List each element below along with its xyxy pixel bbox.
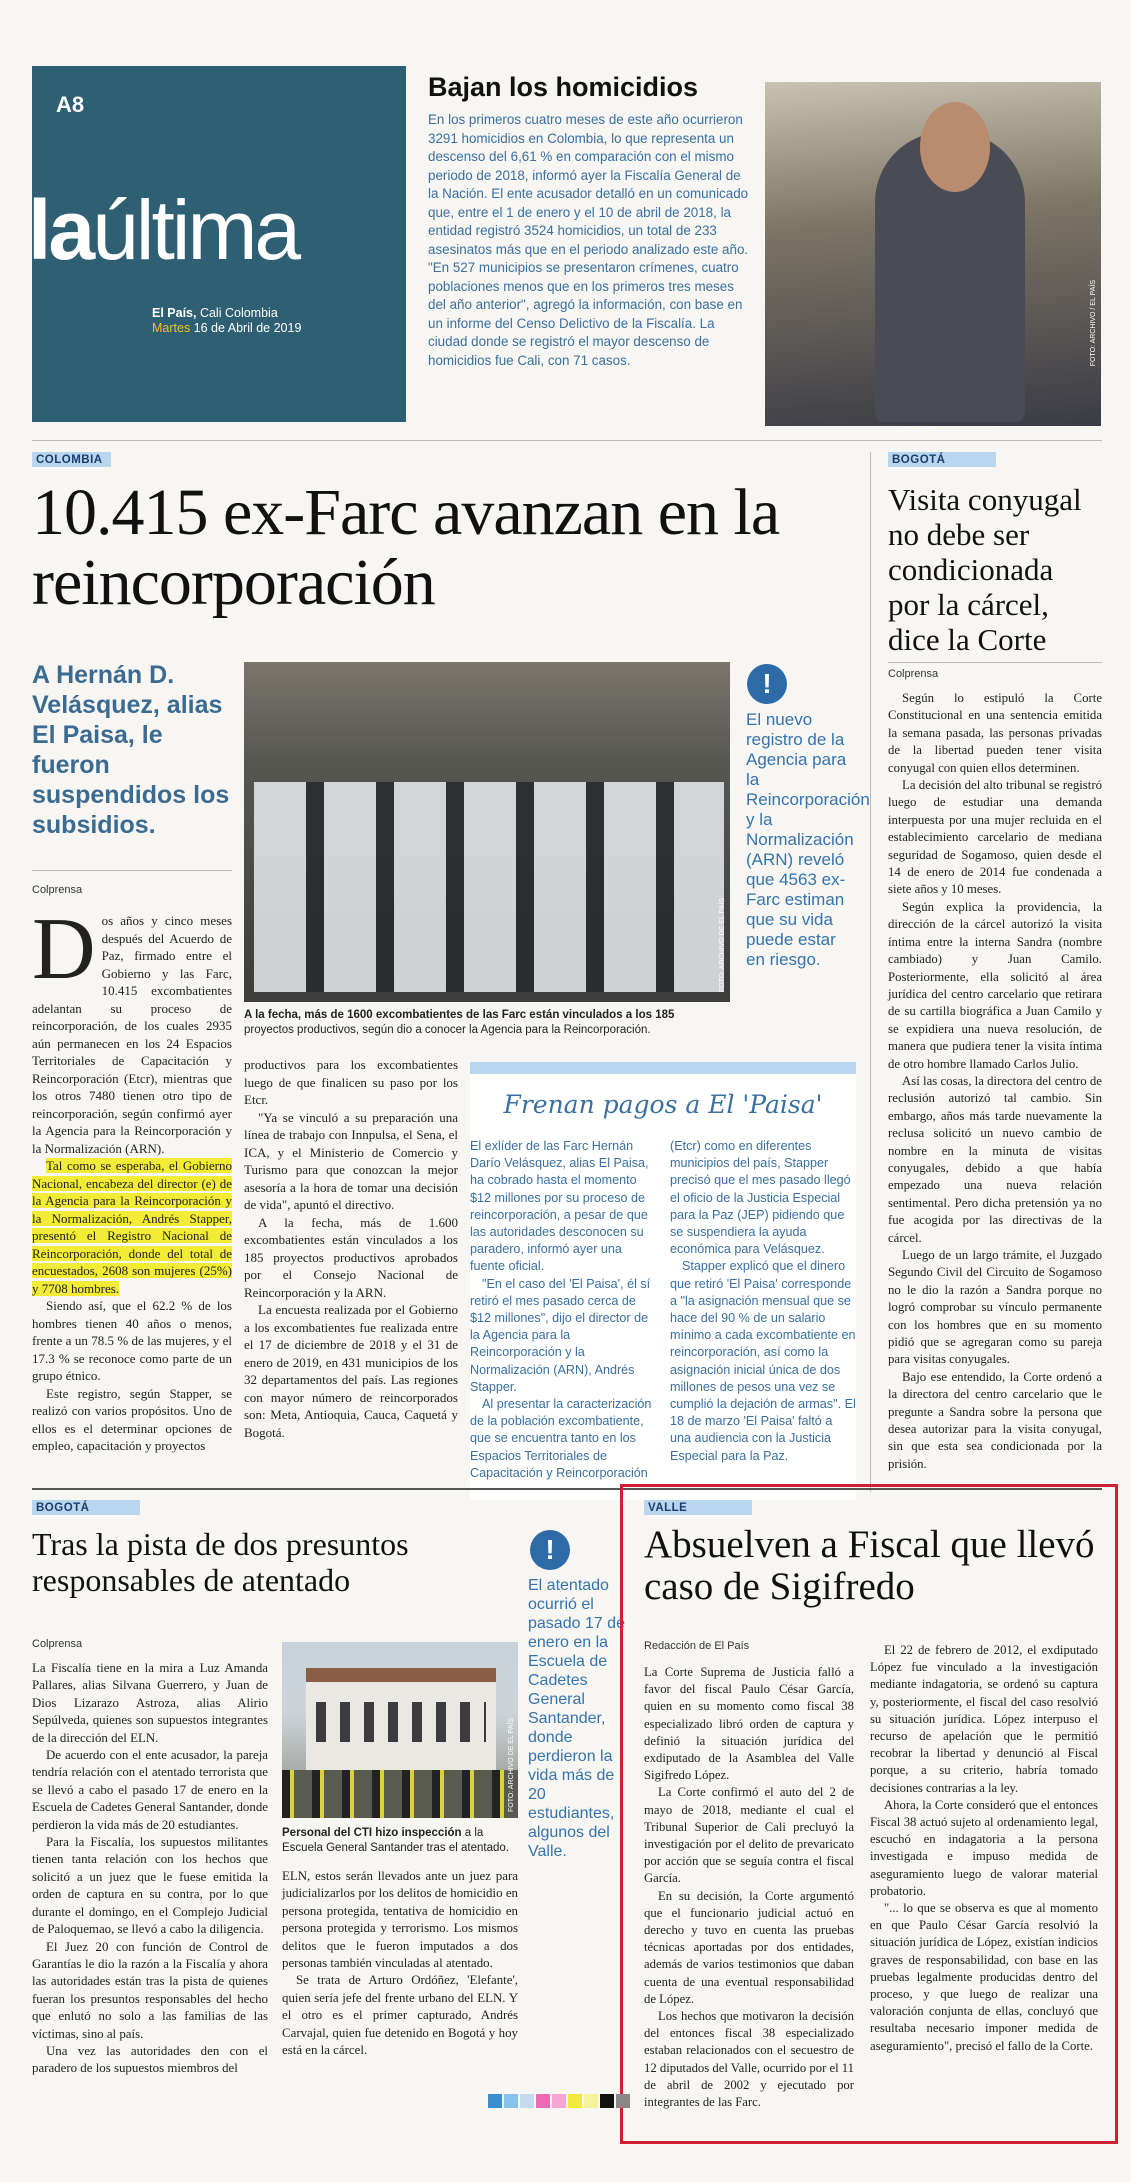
info-icon: !: [530, 1530, 570, 1570]
right-p1: Según lo estipuló la Corte Constitucional en una sentencia emitida la semana pasada, las personas privadas de la libertad pueden tener visita conyugal con quien ellos determinen.: [888, 691, 1102, 775]
sidebar-col2: [670, 1138, 856, 1465]
col2-p1: productivos para los excombatientes luego de que finalicen su paso por los Etcr.: [244, 1057, 458, 1107]
caption-rest: a la Escuela General Santander tras el atentado.: [282, 1827, 509, 1854]
sidebar-col1-p3: Al presentar la caracterización de la población excombatiente, que se encuentra tanto en los Espacios Territoriales de Capacitación y Reincorporación: [470, 1397, 652, 1480]
building-windows: [316, 1702, 486, 1742]
br-col2-p1: El 22 de febrero de 2012, el exdiputado López fue vinculado a la investigación mediante indagatoria, se ordenó su captura y, posteriormente, el fiscal del caso resolvió su situación jurídica. López interpuso el recurso de apelación que le permitió recobrar la libertad y denunció al Fiscal porque, a su criterio, habría tomado decisiones contrarias a la ley.: [870, 1643, 1098, 1795]
br-source: Redacción de El País: [644, 1640, 750, 1652]
bl-col1-p2: De acuerdo con el ente acusador, la pareja tendría relación con el atentado terrorista que se llevó a cabo el pasado 17 de enero en la Escuela de Cadetes General Santander, donde perdieron la vida más de 20 estudiantes.: [32, 1748, 268, 1832]
speaker-head: [920, 102, 990, 192]
col2-p2: "Ya se vinculó a su preparación una línea de trabajo con Innpulsa, el Sena, el ICA, y el Ministerio de Comercio y Turismo para que conozcan la mejor asesoría a la hora de tomar una decisión de vida", apuntó el directivo.: [244, 1109, 458, 1212]
sidebar-box: [470, 1062, 856, 1500]
main-col2: [244, 1056, 458, 1441]
bl-aside: El atentado ocurrió el pasado 17 de enero en la Escuela de Cadetes General Santander, donde perdieron la vida más de 20 estudiantes, algunos del Valle.: [528, 1577, 625, 1860]
bl-source: Colprensa: [32, 1638, 83, 1650]
br-section-tag: VALLE: [644, 1500, 752, 1515]
right-p5: Luego de un largo trámite, el Juzgado Segundo Civil del Circuito de Sogamoso no le dio la razón a Sandra porque no logró comprobar su vínculo permanente con los hombres que en su momento pidió que se agregaran como su pareja para visitas conyugales.: [888, 1248, 1102, 1367]
section-logo: [28, 183, 299, 277]
bl-headline: Tras la pista de dos presuntos responsables de atentado: [32, 1526, 409, 1598]
col1-intro: os años y cinco meses después del Acuerdo de Paz, firmado entre el Gobierno y las Farc, 10.415 excombatientes adelantan su proceso de reincorporación, de los cuales 2935 aún permanecen en los 24 Espacios Territoriales de Capacitación y Reincorporación (Etcr), mientras que los otros 7480 tienen otro tipo de reincorporación, según confirmó ayer la Agencia para la Reincorporación y la Normalización (ARN).: [32, 913, 232, 1156]
photo-credit: FOTO: ARCHIVO DE EL PAÍS: [508, 1717, 515, 1812]
right-source: Colprensa: [888, 668, 939, 680]
col2-p3: A la fecha, más de 1.600 excombatientes están vinculados a los 185 proyectos productivos aprobados por el Consejo Nacional de Reincorporación y la ARN.: [244, 1214, 458, 1300]
photo-credit: FOTO: ARCHIVO DE EL PAÍS: [719, 897, 726, 992]
section-logo-la: la: [28, 183, 93, 277]
top-story: [428, 72, 750, 370]
bl-col1: [32, 1660, 268, 2078]
right-p4: Así las cosas, la directora del centro de reclusión autorizó tal cambio. Sin embargo, años más tarde nuevamente la reclusa solicitó un nuevo cambio de nombre en la minuta de visitas conyugales, debido a que había empezado una nueva relación sentimental. Pero dicha pretensión ya no fue acogida por las directivas de la cárcel.: [888, 1073, 1102, 1245]
br-col1-p2: La Corte confirmó el auto del 2 de mayo de 2018, mediante el cual el Tribunal Superior de Cali precluyó la investigación por el delito de prevaricato por acción que se seguía contra el fiscal García.: [644, 1785, 854, 1886]
col1-p4: Este registro, según Stapper, se realizó con varios propósitos. Uno de ellos es el determinar opciones de empleo, capacitación y proyectos: [32, 1385, 232, 1453]
bl-caption: [282, 1826, 518, 1856]
br-headline: Absuelven a Fiscal que llevó caso de Sigifredo: [644, 1523, 1095, 1608]
br-col2: [870, 1642, 1098, 2055]
main-photo: [244, 662, 730, 1002]
bl-col2-p1: ELN, estos serán llevados ante un juez para judicializarlos por los delitos de homicidio en persona protegida, tentativa de homicidio en persona protegida y terrorismo. Los mismos delitos que le fueron imputados a dos personas también vinculadas al atentado.: [282, 1869, 518, 1971]
caption-bold: Personal del CTI hizo inspección: [282, 1827, 462, 1839]
bl-col1-p3: Para la Fiscalía, los supuestos militantes tienen tanta relación con los hechos que solicitó a un juez que le fuese emitida la orden de captura en su contra, por lo que durante el domingo, en el Complejo Judicial de Paloquemao, se llevó a cabo la diligencia.: [32, 1835, 268, 1937]
paper-name: El País,: [152, 306, 197, 320]
top-story-title: Bajan los homicidios: [428, 72, 699, 102]
top-story-text: En los primeros cuatro meses de este año ocurrieron 3291 homicidios en Colombia, lo que representa un descenso del 6,61 % en comparación con el mismo periodo de 2018, informó ayer la Fiscalía General de la Nación. El ente acusador detalló en un comunicado que, entre el 1 de enero y el 10 de abril de 2018, la entidad registró 3524 homicidios, un total de 233 asesinatos más que en el periodo analizado este año. "En 527 municipios se presentaron crímenes, cuatro poblaciones menos que en los primeros tres meses del año anterior", agregó la información, con base en un informe del Censo Delictivo de la Fiscalía. La ciudad donde se registró el mayor descenso de homicidios fue Cali, con 71 casos.: [428, 112, 749, 368]
crowd-row: [254, 782, 724, 992]
right-p2: La decisión del alto tribunal se registró luego de estudiar una demanda interpuesta por una mujer recluida en el establecimiento carcelario de mediana seguridad de Sogamoso, quien desde el 14 de enero de 2014 fue condenada a siete años y 10 meses.: [888, 778, 1102, 897]
bl-col2: [282, 1868, 518, 2059]
divider: [870, 452, 871, 1492]
bl-col1-p1: La Fiscalía tiene en la mira a Luz Amanda Pallares, alias Silvana Guerrero, y Juan de Dios Lizarazo Astroza, alias Alirio Sepúlveda, quienes son supuestos integrantes de la dirección del ELN.: [32, 1661, 268, 1745]
bl-col1-p4: El Juez 20 con función de Control de Garantías le dio la razón a la Fiscalía y ahora las autoridades están tras la pista de quienes fueran los presuntos responsables del hecho que enlutó no solo a las familias de las víctimas, sino al país.: [32, 1939, 268, 2041]
col2-p4: La encuesta realizada por el Gobierno a los excombatientes fue realizada entre el 17 de diciembre de 2018 y el 31 de enero de 2019, en 431 municipios de los 32 departamentos del país. Las regiones con mayor número de reincorporados son: Meta, Antioquia, Cauca, Caquetá y Bogotá.: [244, 1302, 458, 1440]
drop-cap: D: [32, 901, 96, 998]
divider: [32, 870, 232, 871]
bl-col1-p5: Una vez las autoridades den con el paradero de los supuestos miembros del: [32, 2043, 268, 2076]
date: 16 de Abril de 2019: [190, 321, 302, 335]
section-logo-ultima: última: [92, 183, 299, 277]
section-header-block: [28, 66, 406, 422]
right-headline: Visita conyugal no debe ser condicionada por la cárcel, dice la Corte: [888, 482, 1082, 657]
main-photo-caption: [244, 1008, 730, 1038]
info-icon: !: [747, 664, 787, 704]
divider: [888, 662, 1102, 663]
bl-col2-p2: Se trata de Arturo Ordóñez, 'Elefante', quien sería jefe del frente urbano del ELN. Y el otro es el primer capturado, Andrés Carvajal, quien fue detenido en Bogotá y hoy está en la cárcel.: [282, 1973, 518, 2058]
paper-city: Cali Colombia: [196, 306, 278, 320]
sidebar-col2-p2: Stapper explicó que el dinero que retiró 'El Paisa' corresponde a "la asignación mensual que se hace del 90 % de un salario mínimo a cada excombatiente en reincorporación, así como la asignación inicial única de dos millones de pesos una vez se cumplió la dejación de armas". El 18 de marzo 'El Paisa' faltó a una audiencia con la Justicia Especial para la Paz.: [670, 1259, 856, 1463]
sidebar-col1-p2: "En el caso del 'El Paisa', él sí retiró el mes pasado cerca de $12 millones", dijo el director de la Agencia para la Reincorporación y la Normalización (ARN), Andrés Stapper.: [470, 1276, 651, 1394]
bl-section-tag: BOGOTÁ: [32, 1500, 140, 1515]
right-p6: Bajo ese entendido, la Corte ordenó a la directora del centro carcelario que le pregunte a Sandra sobre la persona que desea autorizar para la visita conyugal, sin que esta sea condicionada por la prisión.: [888, 1369, 1102, 1471]
br-col1-p4: Los hechos que motivaron la decisión del entonces fiscal 38 especializado estaban relacionados con el secuestro de 12 diputados del Valle, ocurrido por el 11 de abril de 2002 y ejecutado por integrantes de las Farc.: [644, 2009, 855, 2110]
main-source: Colprensa: [32, 884, 83, 896]
bl-photo: [282, 1642, 518, 1818]
br-col1: [644, 1664, 854, 2111]
highlighted-text: Tal como se esperaba, el Gobierno Nacional, encabeza del director (e) de la Agencia para la Reincorporación y la Normalización, Andrés Stapper, presentó el Registro Nacional de Reincorporación, donde del total de encuestados, 2608 son mujeres (25%) y 7708 hombres.: [32, 1158, 232, 1296]
main-aside: El nuevo registro de la Agencia para la Reincorporación y la Normalización (ARN) reveló que 4563 ex-Farc estiman que su vida puede estar en riesgo.: [746, 710, 870, 969]
sidebar-col2-p1: (Etcr) como en diferentes municipios del país, Stapper precisó que el mes pasado llegó el oficio de la Justicia Especial para la Paz (JEP) pidiendo que se suspendiera la ayuda económica para Velásquez.: [670, 1139, 851, 1257]
br-col2-p2: Ahora, la Corte consideró que el entonces Fiscal 38 actuó sujeto al ordenamiento legal, escuchó en indagatoria a la persona investigada e impuso medida de aseguramiento luego de valorar material probatorio.: [870, 1797, 1098, 1898]
sidebar-col1: [470, 1138, 656, 1482]
main-section-tag: COLOMBIA: [32, 452, 111, 467]
top-story-photo: [765, 82, 1101, 426]
sidebar-title: Frenan pagos a El 'Paisa': [503, 1090, 823, 1119]
col1-p3: Siendo así, que el 62.2 % de los hombres tienen 40 años o menos, frente a un 78.5 % de las mujeres, y el 17.3 % se reconoce como parte de un grupo étnico.: [32, 1298, 232, 1383]
br-col1-p3: En su decisión, la Corte argumentó que el funcionario judicial actuó en derecho y tuvo en cuenta las pruebas técnicas aportadas por dos entidades, además de varios testimonios que daban cuenta de una eventual responsabilidad de López.: [644, 1888, 854, 2006]
divider: [32, 440, 1102, 441]
main-col1: [32, 901, 232, 1455]
sidebar-col1-p1: El exlíder de las Farc Hernán Darío Velásquez, alias El Paisa, ha cobrado hasta el momento $12 millones por su proceso de reincorporación, a pesar de que las autoridades desconocen su paradero, informó ayer una fuente oficial.: [470, 1139, 649, 1274]
paper-info: [152, 306, 301, 336]
right-body: [888, 690, 1102, 1473]
main-headline: 10.415 ex-Farc avanzan en la reincorporación: [32, 476, 780, 619]
people: [282, 1770, 518, 1818]
main-subhead: A Hernán D. Velásquez, alias El Paisa, le fueron suspendidos los subsidios.: [32, 661, 230, 839]
br-col1-p1: La Corte Suprema de Justicia falló a favor del fiscal Paulo César García, quien en su momento como fiscal 38 especializado libró orden de captura y definió la situación jurídica del exdiputado de la Asamblea del Valle Sigifredo López.: [644, 1665, 854, 1783]
caption-bold: A la fecha, más de 1600 excombatientes de las Farc están vinculados a los 185: [244, 1009, 675, 1021]
weekday: Martes: [152, 321, 191, 335]
photo-credit: FOTO: ARCHIVO / EL PAÍS: [1090, 279, 1097, 366]
caption-rest: proyectos productivos, según dio a conocer la Agencia para la Reincorporación.: [244, 1024, 651, 1036]
color-registration-bar: [488, 2094, 630, 2108]
right-p3: Según explica la providencia, la dirección de la cárcel autorizó la visita íntima entre la interna Sandra (nombre cambiado) y Juan Camilo. Posteriormente, ella solicitó al área jurídica del centro carcelario que retirara de su cartilla biográfica a Juan Camilo y se expidiera una nueva resolución, de manera que pudiera tener la visita íntima de otro hombre llamado Carlos Julio.: [888, 899, 1102, 1071]
br-col2-p3: "... lo que se observa es que al momento en que Paulo César García resolvió la situación jurídica de López, existían indicios graves de responsabilidad, con base en las pruebas legalmente producidas dentro del proceso, y que luego de realizar una valoración conjunta de ellas, concluyó que resultaba necesario imponer medida de aseguramiento", precisó el fallo de la Corte.: [870, 1901, 1098, 2053]
right-section-tag: BOGOTÁ: [888, 452, 996, 467]
page-number: A8: [56, 92, 85, 117]
